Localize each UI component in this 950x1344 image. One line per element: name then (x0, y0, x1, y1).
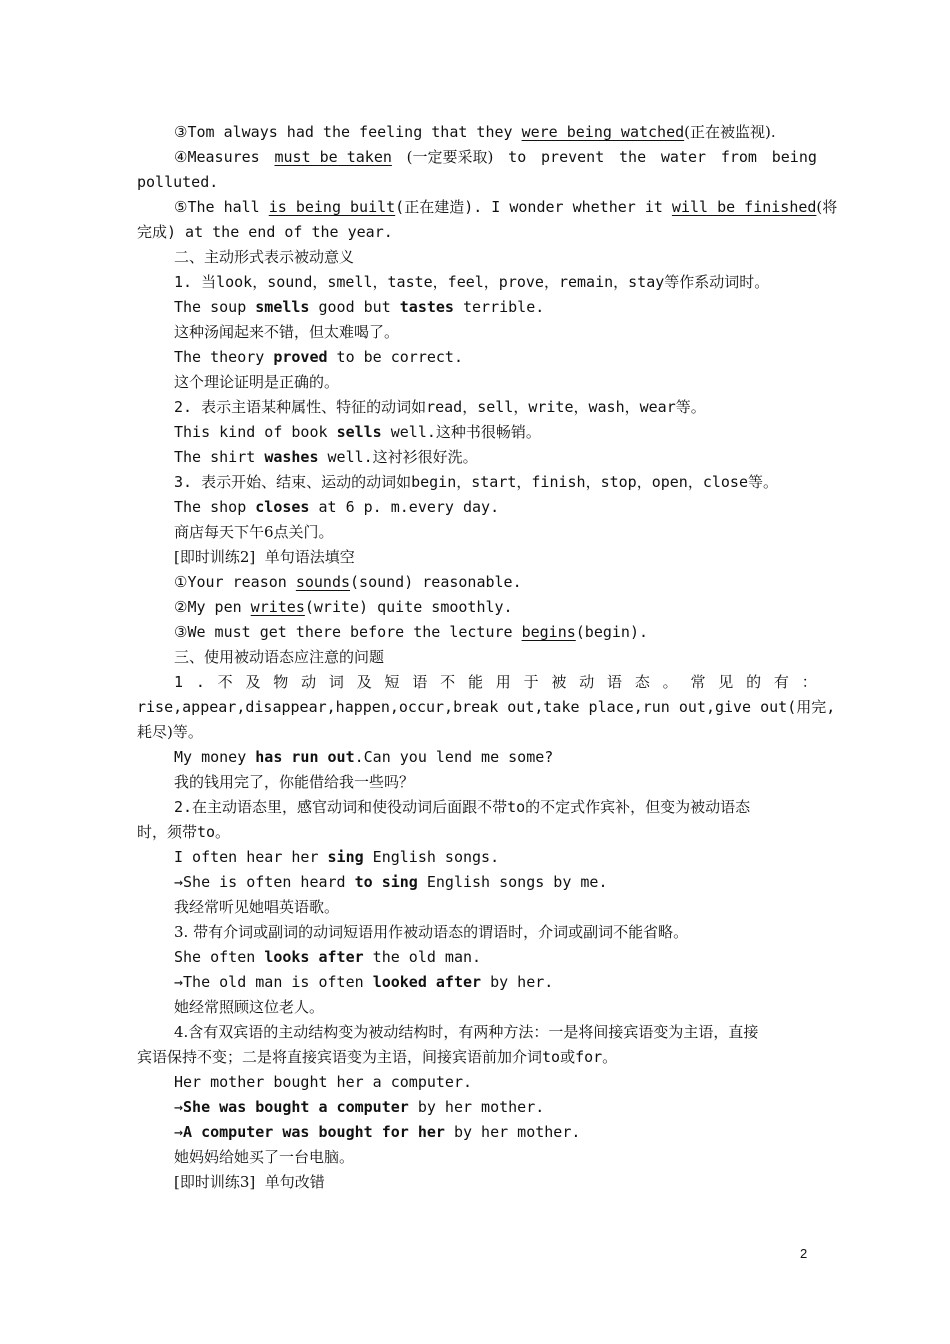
text-segment: well.这衬衫很好洗。 (318, 448, 478, 466)
text-segment: (sound) reasonable. (350, 573, 522, 591)
text-segment: → (174, 1123, 184, 1141)
highlighted-term: sells (336, 423, 382, 441)
text-line (174, 970, 817, 995)
text-segment: water (660, 148, 707, 166)
text-segment: 的 (746, 673, 762, 691)
text-line (174, 745, 817, 770)
text-segment: My money (174, 748, 256, 766)
text-line (174, 1095, 817, 1120)
answer-blank: must be taken (274, 148, 392, 166)
text-segment: by her mother. (408, 1098, 545, 1116)
text-segment: well.这种书很畅销。 (381, 423, 541, 441)
text-line (137, 820, 817, 845)
text-segment: English songs. (363, 848, 500, 866)
text-line (174, 495, 817, 520)
text-segment: 她经常照顾这位老人。 (174, 998, 325, 1016)
highlighted-term: to sing (354, 873, 418, 891)
text-line (137, 695, 836, 720)
text-segment: (begin). (575, 623, 649, 641)
text-segment: (一定要采取) (406, 148, 494, 166)
text-segment: at 6 p. m.every day. (309, 498, 500, 516)
text-line (137, 220, 817, 245)
text-segment: 有 (773, 673, 789, 691)
text-segment: 动 (301, 673, 317, 691)
text-line (174, 920, 817, 945)
text-segment: 于 (523, 673, 539, 691)
text-segment: ⑤The hall (174, 198, 269, 216)
text-segment: the old man. (363, 948, 482, 966)
answer-blank: begins (521, 623, 576, 641)
text-line (137, 720, 817, 745)
text-segment: 及 (245, 673, 261, 691)
text-segment: terrible. (453, 298, 545, 316)
text-line (174, 770, 817, 795)
text-segment: 1. 当look，sound，smell，taste，feel，prove，remain，stay等作系动词时。 (174, 273, 770, 291)
highlighted-term: washes (264, 448, 319, 466)
text-segment: [即时训练3] 单句改错 (174, 1173, 325, 1191)
text-line (174, 345, 817, 370)
text-line (174, 270, 817, 295)
text-segment: ④Measures (174, 148, 260, 166)
text-segment: 时，须带to。 (137, 823, 231, 841)
text-segment: 2.在主动语态里，感官动词和使役动词后面跟不带to的不定式作宾补，但变为被动语态 (174, 798, 751, 816)
text-segment: →She is often heard (174, 873, 355, 891)
text-segment: being (771, 148, 817, 166)
text-segment: 商店每天下午6点关门。 (174, 523, 334, 541)
text-line (174, 570, 817, 595)
text-line (174, 670, 817, 695)
text-segment: 词 (328, 673, 344, 691)
text-segment: (正在被监视). (684, 123, 776, 141)
answer-blank: sounds (295, 573, 351, 591)
text-segment: prevent (541, 148, 605, 166)
text-segment: 常 (690, 673, 706, 691)
text-segment: 三、使用被动语态应注意的问题 (174, 648, 385, 666)
text-line (174, 1070, 817, 1095)
text-segment: I often hear her (174, 848, 328, 866)
text-segment: from (720, 148, 757, 166)
text-segment: 我的钱用完了，你能借给我一些吗？ (174, 773, 415, 791)
text-line (174, 795, 817, 820)
text-segment: 1 (174, 673, 184, 691)
text-segment: 物 (273, 673, 289, 691)
text-segment: 3. 带有介词或副词的动词短语用作被动语态的谓语时，介词或副词不能省略。 (174, 923, 689, 941)
text-line (174, 870, 817, 895)
text-segment: 能 (467, 673, 483, 691)
text-segment: 不 (217, 673, 233, 691)
highlighted-term: smells (255, 298, 310, 316)
text-segment: 。 (662, 673, 678, 691)
text-segment: ： (801, 673, 817, 691)
text-line (174, 545, 817, 570)
text-line (174, 470, 817, 495)
text-segment: 语 (607, 673, 623, 691)
text-line (137, 1045, 817, 1070)
text-line (174, 995, 817, 1020)
answer-blank: were being watched (521, 123, 685, 141)
text-segment: 被 (551, 673, 567, 691)
highlighted-term: sing (327, 848, 364, 866)
text-line (174, 395, 817, 420)
page-number: 2 (800, 1246, 808, 1261)
text-segment: 完成) at the end of the year. (137, 223, 393, 241)
text-line (137, 170, 817, 195)
highlighted-term: She was bought a computer (183, 1098, 409, 1116)
text-segment: 2. 表示主语某种属性、特征的动词如read，sell，write，wash，wear等。 (174, 398, 706, 416)
text-segment: by her mother. (444, 1123, 581, 1141)
text-segment: (正在建造). I wonder whether it (395, 198, 672, 216)
text-segment: to be correct. (327, 348, 463, 366)
text-segment: 用 (495, 673, 511, 691)
text-line (174, 320, 817, 345)
text-line (174, 245, 817, 270)
answer-blank: will be finished (671, 198, 817, 216)
text-line (174, 595, 817, 620)
text-segment: This kind of book (174, 423, 337, 441)
text-line (174, 445, 817, 470)
highlighted-term: closes (255, 498, 310, 516)
highlighted-term: proved (273, 348, 328, 366)
highlighted-term: A computer was bought for her (183, 1123, 445, 1141)
text-line (174, 645, 817, 670)
text-segment: to (508, 148, 527, 166)
text-line (174, 620, 817, 645)
text-segment: 4.含有双宾语的主动结构变为被动结构时，有两种方法：一是将间接宾语变为主语，直接 (174, 1023, 759, 1041)
text-segment: by her. (481, 973, 554, 991)
text-segment: 不 (440, 673, 456, 691)
text-line (174, 945, 817, 970)
text-segment: The soup (174, 298, 256, 316)
text-segment: good but (309, 298, 400, 316)
text-segment: 我经常听见她唱英语歌。 (174, 898, 340, 916)
text-line (174, 1120, 817, 1145)
text-line (174, 295, 817, 320)
text-segment: The shirt (174, 448, 265, 466)
text-line (174, 520, 817, 545)
text-line (174, 120, 817, 145)
text-segment: 见 (718, 673, 734, 691)
text-segment: → (174, 1098, 184, 1116)
text-line (174, 845, 817, 870)
text-segment: 短 (384, 673, 400, 691)
text-segment: rise,appear,disappear,happen,occur,break out,take place,run out,give out(用完, (137, 698, 836, 716)
text-line (174, 1145, 817, 1170)
text-line (174, 895, 817, 920)
text-segment: The shop (174, 498, 256, 516)
text-line (174, 370, 817, 395)
text-segment: ①Your reason (174, 573, 296, 591)
text-line (174, 1170, 817, 1195)
text-segment: 及 (356, 673, 372, 691)
text-segment: 语 (412, 673, 428, 691)
text-segment: ③We must get there before the lecture (174, 623, 522, 641)
text-segment: 耗尽)等。 (137, 723, 203, 741)
text-segment: She often (174, 948, 265, 966)
text-segment: the (619, 148, 647, 166)
text-segment: . (195, 673, 205, 691)
text-segment: polluted. (137, 173, 219, 191)
text-segment: 3. 表示开始、结束、运动的动词如begin，start，finish，stop，open，close等。 (174, 473, 778, 491)
text-segment: 态 (634, 673, 650, 691)
highlighted-term: tastes (399, 298, 454, 316)
highlighted-term: has run out (255, 748, 355, 766)
text-segment: English songs by me. (417, 873, 608, 891)
text-line (174, 195, 838, 220)
highlighted-term: looks after (264, 948, 364, 966)
text-segment: 动 (579, 673, 595, 691)
text-segment: ③Tom always had the feeling that they (174, 123, 522, 141)
text-segment: Her mother bought her a computer. (174, 1073, 473, 1091)
text-line (174, 145, 817, 170)
text-segment: The theory (174, 348, 274, 366)
text-segment: 她妈妈给她买了一台电脑。 (174, 1148, 355, 1166)
text-segment: .Can you lend me some? (354, 748, 554, 766)
text-segment: 这个理论证明是正确的。 (174, 373, 340, 391)
text-segment: (write) quite smoothly. (304, 598, 513, 616)
answer-blank: is being built (268, 198, 396, 216)
text-segment: ②My pen (174, 598, 251, 616)
text-segment: 这种汤闻起来不错，但太难喝了。 (174, 323, 400, 341)
text-line (174, 1020, 817, 1045)
text-segment: (将 (816, 198, 838, 216)
answer-blank: writes (250, 598, 305, 616)
text-segment: [即时训练2] 单句语法填空 (174, 548, 355, 566)
highlighted-term: looked after (372, 973, 482, 991)
text-segment: →The old man is often (174, 973, 373, 991)
text-segment: 宾语保持不变；二是将直接宾语变为主语，间接宾语前加介词to或for。 (137, 1048, 618, 1066)
text-segment: 二、主动形式表示被动意义 (174, 248, 355, 266)
text-line (174, 420, 817, 445)
